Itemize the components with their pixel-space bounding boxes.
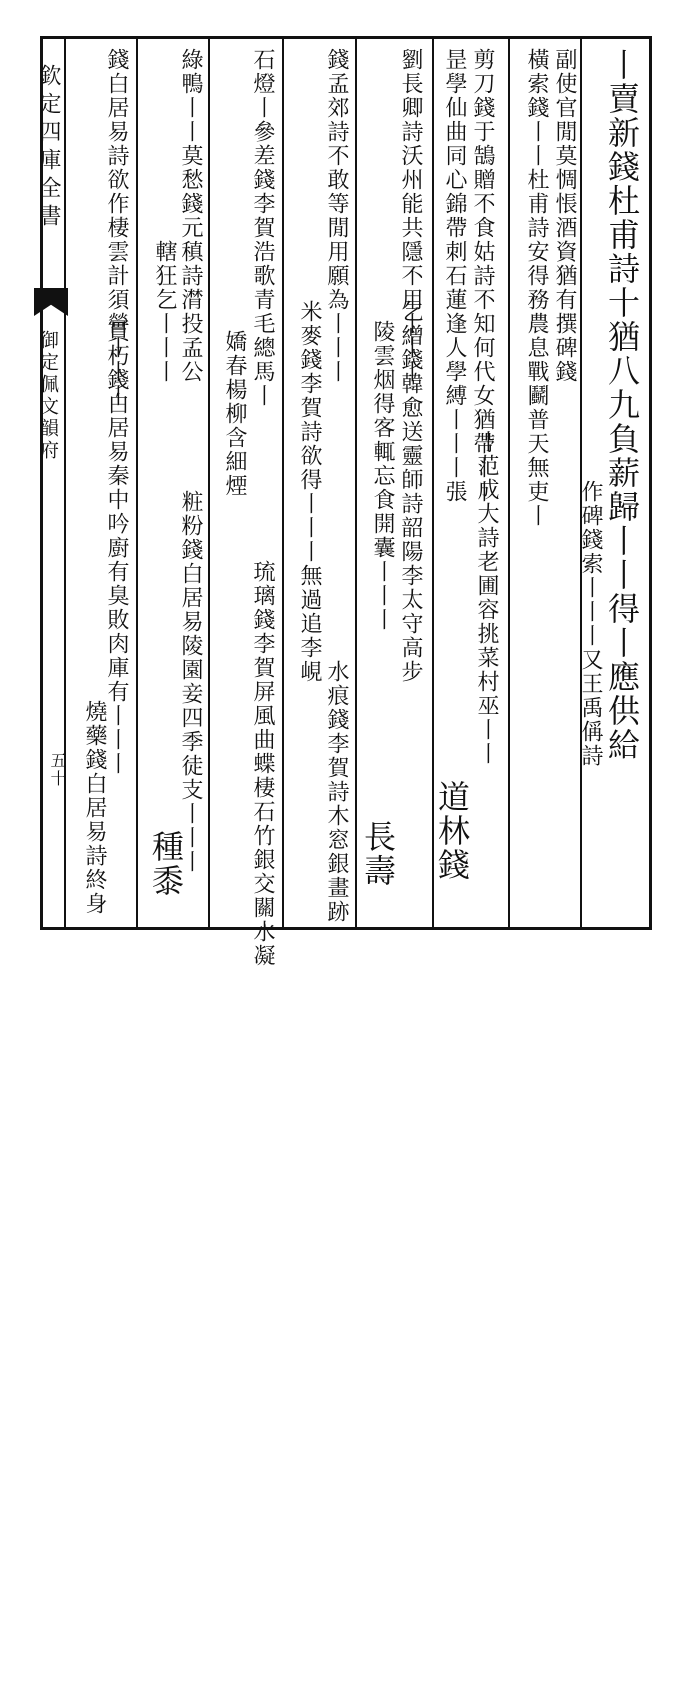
text-column-4: 作碑錢索丨丨丨又王禹偁詩 (578, 480, 603, 768)
text-column-7: 昰學仙曲同心錦帶刺石蓮逢人學縛丨丨丨張 (442, 48, 467, 504)
text-column-11: 陵雲烟得客輒忘食開囊丨丨丨 (370, 320, 395, 632)
text-column-23: 錢白居易詩欲作棲雲計須營丨丨丨 (104, 48, 129, 408)
text-column-6: 剪刀錢于鵠贈不食姑詩不知何代女猶帶丨丨 (470, 48, 495, 504)
text-column-9: 劉長卿詩沃州能共隱不用丨丨丨 (398, 48, 423, 384)
text-column-1: 丨賣新錢杜甫詩十猶八九負薪歸丨丨得丨應供給 (603, 48, 641, 762)
text-column-19: 綠鴨丨丨莫愁錢元稹詩潸投孟公 (178, 48, 203, 384)
text-column-25: 燒藥錢白居易詩終身 (82, 700, 107, 916)
text-column-20: 轄狂乞丨丨丨 (152, 240, 177, 384)
text-column-16: 石燈丨參差錢李賀浩歌青毛總馬丨 (250, 48, 275, 408)
text-column-17: 琉璃錢李賀屏風曲蝶棲石竹銀交關水凝 (250, 560, 275, 968)
page-number: 五十 (48, 752, 67, 788)
text-column-22: 種黍 (147, 830, 185, 898)
text-column-24: 貫朽錢白居易秦中吟廚有臭敗肉庫有丨丨丨 (104, 320, 129, 776)
text-column-5: 丨范成大詩老圃容挑菜村巫丨丨 (474, 430, 499, 766)
text-column-3: 橫索錢丨丨杜甫詩安得務農息戰鬬普天無吏丨 (524, 48, 549, 528)
text-column-21: 粧粉錢白居易陵園妾四季徒支丨丨丨 (178, 490, 203, 874)
margin-subtitle: 御定佩文韻府 (37, 330, 59, 462)
text-column-8: 道林錢 (433, 780, 471, 882)
text-column-12: 長壽 (359, 820, 397, 888)
text-column-18: 嬌春楊柳含細煙 (222, 330, 247, 498)
text-column-10: 乞繒錢韓愈送靈師詩韶陽李太守高步 (398, 300, 423, 684)
text-column-14: 米麥錢李賀詩欲得丨丨丨無過追李峴 (297, 300, 322, 684)
text-column-13: 錢孟郊詩不敢等閒用願為丨丨丨 (324, 48, 349, 384)
text-column-15: 水痕錢李賀詩木窓銀畫跡 (324, 660, 349, 924)
text-column-2: 副使官閒莫惆悵酒資猶有撰碑錢 (552, 48, 577, 384)
margin-title: 欽定四庫全書 (36, 64, 61, 232)
